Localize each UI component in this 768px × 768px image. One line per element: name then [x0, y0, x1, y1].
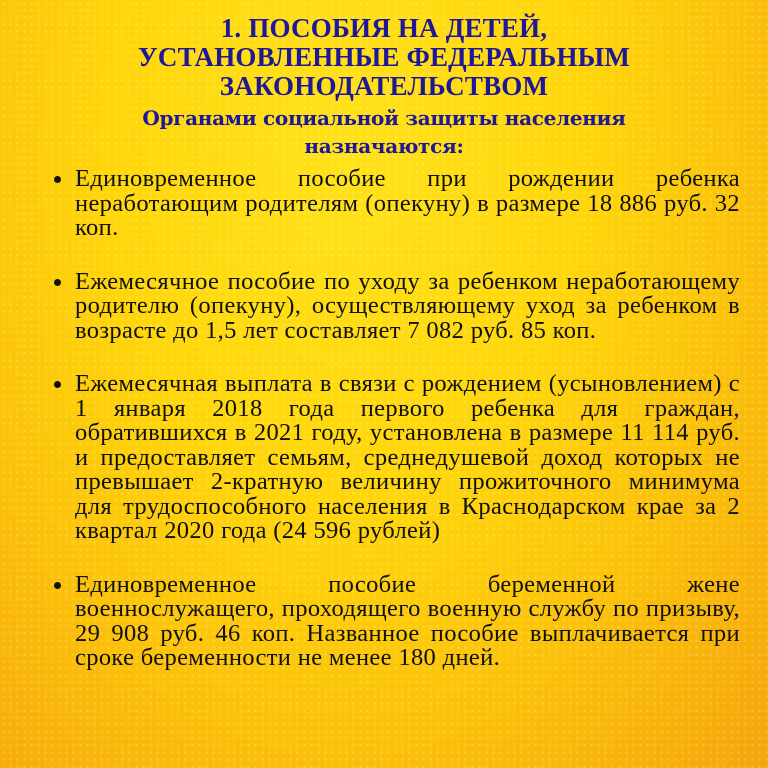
subtitle [0, 104, 768, 160]
page-title [0, 14, 768, 101]
title-line: ЗАКОНОДАТЕЛЬСТВОМ [219, 71, 549, 101]
list-item [50, 167, 740, 241]
title-line: 1. ПОСОБИЯ НА ДЕТЕЙ, [220, 13, 548, 43]
benefits-list [50, 167, 740, 700]
bullet-icon [54, 381, 61, 388]
item-text: Единовременное пособие беременной жене военнослужащего, проходящего военную службу по призыву, 29 908 руб. 46 коп. Названное пособие выплачивается при сроке беременности не менее 180 дней. [75, 570, 740, 671]
list-item [50, 570, 740, 671]
item-text: Ежемесячное пособие по уходу за ребенком неработающему родителю (опекуну), осуществляющему уход за ребенком в возрасте до 1,5 лет составляет 7 082 руб. 85 коп. [75, 267, 740, 344]
bullet-icon [54, 176, 61, 183]
title-line: УСТАНОВЛЕННЫЕ ФЕДЕРАЛЬНЫМ [137, 42, 631, 72]
item-text: Ежемесячная выплата в связи с рождением (усыновлением) с 1 января 2018 года первого ребенка для граждан, обратившихся в 2021 году, установлена в размере 11 114 руб. и предоставляет семьям, среднедушевой доход которых не превышает 2-кратную величину прожиточного минимума для трудоспособного населения в Краснодарском крае за 2 квартал 2020 года (24 596 рублей) [75, 370, 740, 544]
list-item [50, 267, 740, 344]
subtitle-line: назначаются: [304, 134, 464, 158]
header [0, 14, 768, 160]
item-text: Единовременное пособие при рождении ребенка неработающим родителям (опекуну) в размере 18 886 руб. 32 коп. [75, 165, 740, 241]
list-item [50, 372, 740, 544]
bullet-icon [54, 279, 61, 286]
subtitle-line: Органами социальной защиты населения [142, 106, 626, 130]
bullet-icon [54, 582, 61, 589]
